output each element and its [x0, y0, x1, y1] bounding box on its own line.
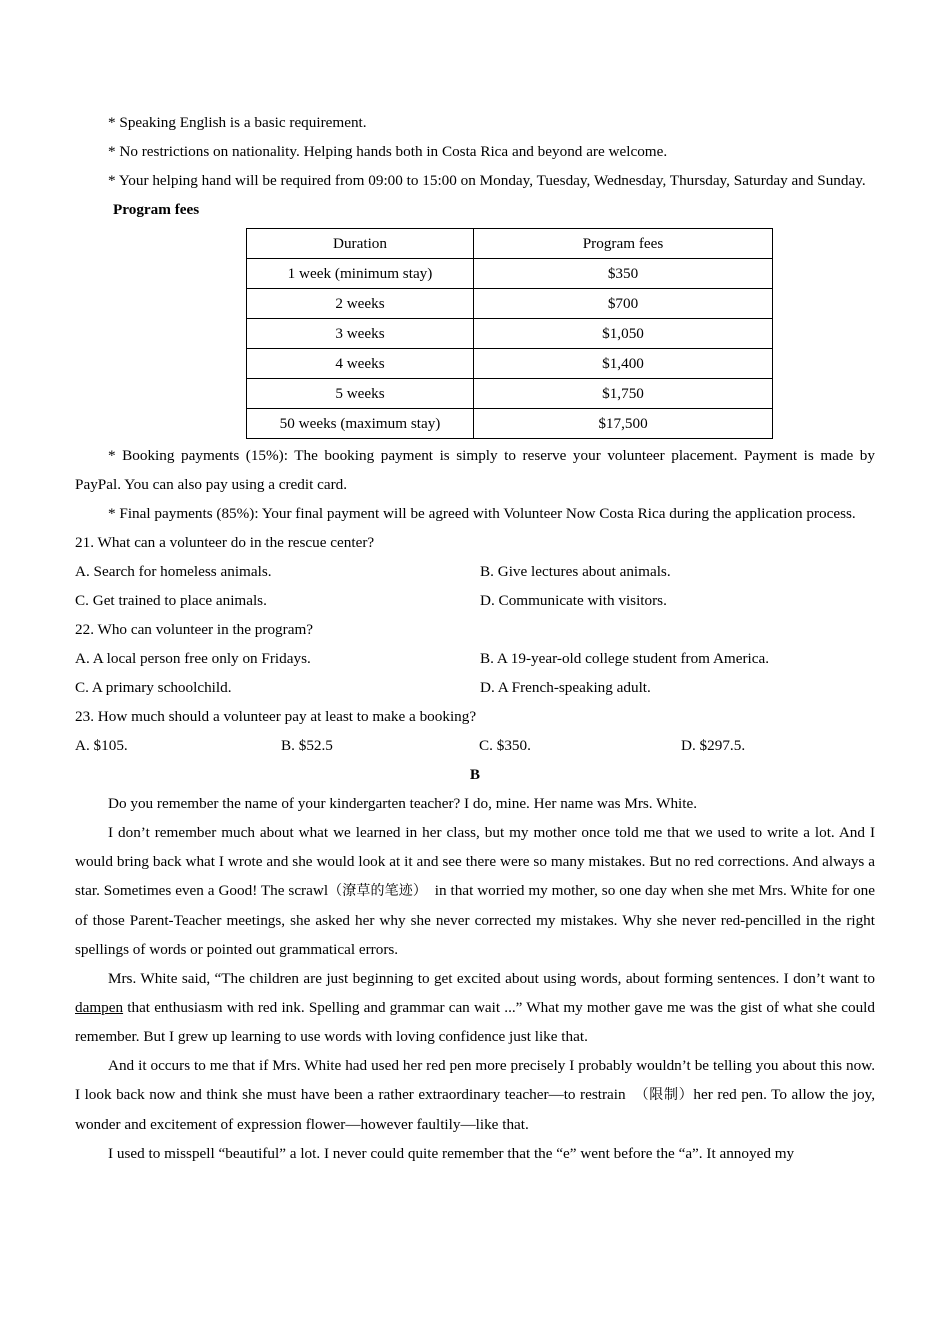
question-23-options-row	[75, 731, 875, 760]
note-schedule: * Your helping hand will be required from 09:00 to 15:00 on Monday, Tuesday, Wednesday, Thursday, Saturday and Sunday.	[108, 172, 866, 189]
cell-fee: $1,750	[474, 379, 773, 409]
passage-b-paragraph-2-tail: in that worried my mother, so one day when she met Mrs. White for one of those Parent-Teacher meetings, she asked her why she never corrected my mistakes. Why she never red-pencilled in the right spellings of words or pointed out grammatical errors.	[75, 882, 876, 958]
table-header-fees: Program fees	[474, 229, 773, 259]
option-21-a[interactable]: A. Search for homeless animals.	[75, 563, 272, 580]
option-23-a[interactable]: A. $105.	[75, 737, 128, 754]
question-22-options-row-2	[75, 673, 875, 702]
option-22-d[interactable]: D. A French-speaking adult.	[480, 679, 651, 696]
cell-fee: $350	[474, 259, 773, 289]
option-21-c[interactable]: C. Get trained to place animals.	[75, 592, 267, 609]
option-22-a[interactable]: A. A local person free only on Fridays.	[75, 650, 311, 667]
cell-fee: $1,400	[474, 349, 773, 379]
table-row	[247, 379, 773, 409]
question-21-options-row-2	[75, 586, 875, 615]
passage-b-paragraph-5: I used to misspell “beautiful” a lot. I never could quite remember that the “e” went before the “a”. It annoyed my	[108, 1145, 795, 1162]
note-final-payments: * Final payments (85%): Your final payment will be agreed with Volunteer Now Costa Rica during the application process.	[108, 505, 856, 522]
fee-table-container	[75, 228, 875, 439]
passage-b-label: B	[469, 766, 481, 783]
passage-b-paragraph-3	[75, 964, 875, 1051]
question-21-options-row-1	[75, 557, 875, 586]
passage-b-paragraph-2	[75, 818, 875, 964]
table-row	[247, 349, 773, 379]
passage-b-paragraph-4-head: And it occurs to me that if Mrs. White had used her red pen more precisely I probably wouldn’t be telling you about this now. I look back now and think she must have been a rather extraordinary teacher—to restrain	[75, 1057, 875, 1103]
cell-fee: $700	[474, 289, 773, 319]
table-row	[247, 289, 773, 319]
note-booking-payments: * Booking payments (15%): The booking payment is simply to reserve your volunteer placement. Payment is made by PayPal. You can also pay using a credit card.	[75, 447, 875, 493]
cell-fee: $1,050	[474, 319, 773, 349]
question-21-stem: 21. What can a volunteer do in the rescue center?	[75, 534, 375, 551]
cell-duration: 5 weeks	[247, 379, 474, 409]
cell-duration: 1 week (minimum stay)	[247, 259, 474, 289]
table-header-row	[247, 229, 773, 259]
note-nationality: * No restrictions on nationality. Helping hands both in Costa Rica and beyond are welcome.	[108, 143, 668, 160]
passage-b-paragraph-4	[75, 1051, 875, 1139]
passage-b-paragraph-3-tail: that enthusiasm with red ink. Spelling and grammar can wait ...” What my mother gave me was the gist of what she could remember. But I grew up learning to use words with loving confidence just like that.	[75, 999, 875, 1045]
program-fees-heading: Program fees	[113, 201, 200, 218]
table-row	[247, 319, 773, 349]
option-21-b[interactable]: B. Give lectures about animals.	[480, 563, 671, 580]
underlined-word-dampen: dampen	[75, 999, 124, 1016]
passage-b-paragraph-4-tail: her red pen. To allow the joy, wonder and excitement of expression flower—however faultily—like that.	[75, 1086, 876, 1133]
question-22-stem: 22. Who can volunteer in the program?	[75, 621, 314, 638]
program-fees-table	[246, 228, 773, 439]
option-23-c[interactable]: C. $350.	[479, 737, 531, 754]
cell-duration: 4 weeks	[247, 349, 474, 379]
option-23-b[interactable]: B. $52.5	[281, 737, 333, 754]
option-21-d[interactable]: D. Communicate with visitors.	[480, 592, 667, 609]
option-23-d[interactable]: D. $297.5.	[681, 737, 746, 754]
gloss-scrawl: （潦草的笔迹）	[328, 883, 427, 899]
question-23-stem: 23. How much should a volunteer pay at least to make a booking?	[75, 708, 477, 725]
passage-b-paragraph-1: Do you remember the name of your kindergarten teacher? I do, mine. Her name was Mrs. White.	[108, 795, 698, 812]
cell-fee: $17,500	[474, 409, 773, 439]
note-speaking-english: * Speaking English is a basic requirement.	[108, 114, 367, 131]
question-22-options-row-1	[75, 644, 875, 673]
cell-duration: 2 weeks	[247, 289, 474, 319]
table-row	[247, 259, 773, 289]
cell-duration: 3 weeks	[247, 319, 474, 349]
page-content	[75, 108, 875, 1168]
table-row	[247, 409, 773, 439]
option-22-b[interactable]: B. A 19-year-old college student from America.	[480, 650, 770, 667]
gloss-restrain: （限制）	[634, 1087, 694, 1103]
passage-b-paragraph-3-head: Mrs. White said, “The children are just beginning to get excited about using words, about forming sentences. I don’t want to	[108, 970, 875, 987]
table-header-duration: Duration	[247, 229, 474, 259]
cell-duration: 50 weeks (maximum stay)	[247, 409, 474, 439]
passage-b-paragraph-2-head: I don’t remember much about what we learned in her class, but my mother once told me that we used to write a lot. And I would bring back what I wrote and she would look at it and see there were so many mistakes. But no red corrections. And always a star. Sometimes even a Good! The scrawl	[75, 824, 875, 899]
option-22-c[interactable]: C. A primary schoolchild.	[75, 679, 232, 696]
